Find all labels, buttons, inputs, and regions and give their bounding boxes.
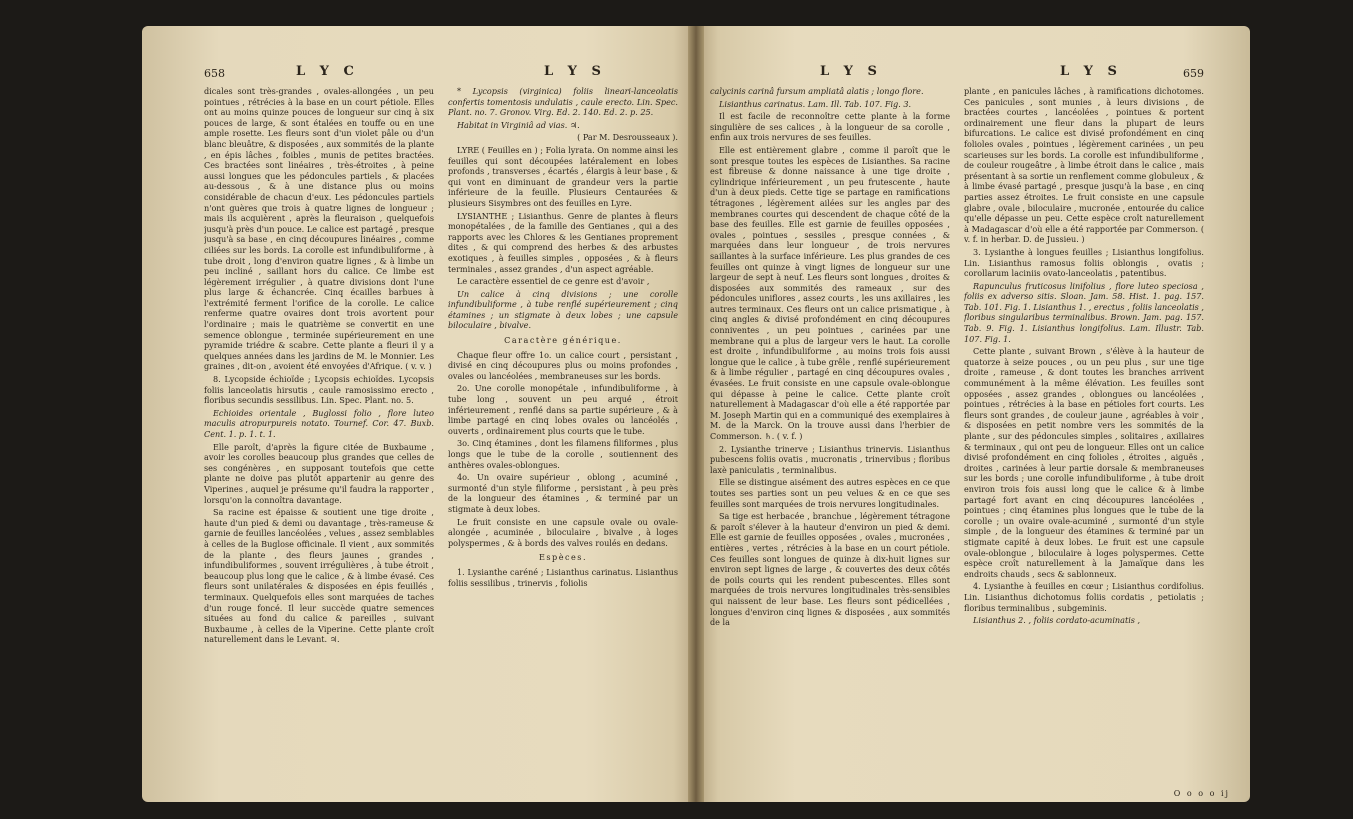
- open-book: [142, 26, 1250, 802]
- paragraph: Elle est entièrement glabre , comme il paroît que le sont presque toutes les espèces de Lisianthes. Sa racine est fibreuse & donne naissance à une tige droite , cylindrique inférieurement , un peu frutescente , haute d'un à deux pieds. Cette tige se partage en ramifications tétragones , légèrement ailées sur les angles par des membranes courtes qui descendent de chaque côté de la base des feuilles. Elle est garnie de feuilles opposées , ovales , pointues , sessiles , presque connées , & marquées dans leur longueur , de trois nervures saillantes à la surface inférieure. Les plus grandes de ces feuilles ont quinze à vingt lignes de longueur sur une largeur de sept à neuf. Les fleurs sont longues , droites & disposées aux sommités des rameaux , sur des pédoncules uniflores , assez courts , les uns axillaires , les autres terminaux. Ces fleurs ont un calice prismatique , à cinq angles & divisé profondément en cinq découpures conniventes , un peu pointues , carinées par une membrane qui a plus de largeur vers le haut. La corolle est droite , infundibuliforme , au moins trois fois aussi longue que le calice , à tube grêle , renflé supérieurement & à limbe régulier , partagé en cinq découpures ovales , évasées. Le fruit consiste en une capsule ovale-oblongue qui dépasse à peine le calice. Cette plante croît naturellement à Madagascar d'où elle a été rapportée par M. Joseph Martin qui en a communiqué des exemplaires à M. de la Marck. On la trouve aussi dans l'herbier de Commerson. ♄. ( v. f. ): [710, 144, 950, 441]
- section-heading: Caractère générique.: [504, 335, 622, 346]
- paragraph: Le caractère essentiel de ce genre est d'avoir ,: [457, 276, 650, 287]
- right-header-text: L Y S: [1060, 64, 1122, 79]
- left-page-number: 658: [204, 67, 225, 80]
- paragraph: Lisianthus 2. , foliis cordato-acuminatis ,: [973, 615, 1141, 626]
- paragraph: 3o. Cinq étamines , dont les filamens filiformes , plus longs que le tube de la corolle , soutiennent des anthères ovales-oblongues.: [448, 438, 678, 470]
- paragraph: 1. Lysianthe caréné ; Lisianthus carinatus. Lisianthus foliis sessilibus , trinervis , foliolis: [448, 566, 678, 588]
- paragraph: Chaque fleur offre 1o. un calice court , persistant , divisé en cinq découpures plus ou moins profondes , ovales ou lancéolées , membraneuses sur les bords.: [448, 349, 678, 381]
- paragraph: Le fruit consiste en une capsule ovale ou ovale-alongée , acuminée , biloculaire , bivalve , à loges polyspermes , & à bords des valves roulés en dedans.: [448, 516, 678, 548]
- paragraph: LYRE ( Feuilles en ) ; Folia lyrata. On nomme ainsi les feuilles qui sont découpées latéralement en lobes profonds , transverses , écartés , élargis à leur base , & qui vont en diminuant de grandeur vers la partie inférieure de la feuille. Plusieurs Centaurées & plusieurs Sisymbres ont des feuilles en Lyre.: [448, 144, 678, 208]
- left-column-1: [204, 86, 434, 792]
- paragraph: Cette plante , suivant Brown , s'élève à la hauteur de quatorze à seize pouces , ou un peu plus , sur une tige droite , rameuse , & dont toutes les branches arrivent communément à la même élévation. Les feuilles sont opposées , assez grandes , oblongues ou lancéolées , pointues , rétrécies à la base en pétioles fort courts. Les fleurs sont grandes , de couleur jaune , agréables à voir , & disposées en petit nombre vers les sommités de la plante , sur des pédoncules simples , solitaires , axillaires & terminaux , qui ont peu de longueur. Elles ont un calice divisé profondément en cinq folioles , étroites , aiguës , droites , carinées à leur partie dorsale & membraneuses sur les bords ; une corolle infundibuliforme , à tube droit environ trois fois aussi long que le calice & à limbe partagé fort avant en cinq découpures lancéolées , pointues ; cinq étamines plus longues que le tube de la corolle ; un ovaire ovale-acuminé , surmonté d'un style simple , de la longueur des étamines & terminé par un stigmate capité à deux lobes. Le fruit est une capsule ovale-oblongue , biloculaire à loges polyspermes. Cette espèce croît naturellement à la Jamaïque dans les endroits chauds , secs & sablonneux.: [964, 346, 1204, 579]
- right-header-left-text: L Y S: [820, 64, 882, 79]
- left-header-right-text: L Y S: [544, 64, 606, 79]
- paragraph: Habitat in Virginiâ ad vias. ♃.: [457, 119, 580, 130]
- paragraph: 2o. Une corolle monopétale , infundibuliforme , à tube long , souvent un peu arqué , étroit inférieurement , renflé dans sa partie supérieure , & à limbe partagé en cinq lobes ovales ou lancéolés , ouverts , ordinairement plus courts que le tube.: [448, 383, 678, 436]
- paragraph: 4. Lysianthe à feuilles en cœur ; Lisianthus cordifolius. Lin. Lisianthus dichotomus foliis cordatis , petiolatis ; floribus terminalibus , subgeminis.: [964, 581, 1204, 613]
- author-credit: ( Par M. Desrousseaux ).: [577, 132, 678, 143]
- paragraph: LYSIANTHE ; Lisianthus. Genre de plantes à fleurs monopétalées , de la famille des Gentianes , qui a des rapports avec les Chlores & les Gentianes proprement dites , & qui comprend des herbes & des arbustes exotiques , à feuilles simples , opposées , & à fleurs terminales , assez grandes , d'un aspect agréable.: [448, 210, 678, 274]
- paragraph: 3. Lysianthe à longues feuilles ; Lisianthus longifolius. Lin. Lisianthus ramosus foliis oblongis , ovatis ; corollarum laciniis ovato-lanceolatis , patentibus.: [964, 246, 1204, 279]
- right-page: [696, 26, 1250, 802]
- paragraph: Rapunculus fruticosus linifolius , flore luteo speciosa , foliis ex adverso sitis. Sloan. Jam. 58. Hist. 1. pag. 157. Tab. 101. Fig. 1. Lisianthus 1. , erectus , foliis lanceolatis , floribus singularibus terminalibus. Brown. Jam. pag. 157. Tab. 9. Fig. 1. Lisianthus longifolius. Lam. Illustr. Tab. 107. Fig. 1.: [964, 280, 1204, 344]
- section-heading: Espèces.: [538, 552, 588, 563]
- left-page: [142, 26, 696, 802]
- right-column-2: [964, 86, 1204, 792]
- paragraph: 2. Lysianthe trinerve ; Lisianthus trinervis. Lisianthus pubescens foliis ovatis , mucronatis , trinervibus ; floribus laxè paniculatis , terminalibus.: [710, 443, 950, 475]
- left-running-head: [204, 64, 678, 86]
- paragraph: Il est facile de reconnoître cette plante à la forme singulière de ses calices , à la longueur de sa corolle , enfin aux trois nervures de ses feuilles.: [710, 111, 950, 143]
- book-gutter: [688, 26, 704, 802]
- right-page-number: 659: [1183, 67, 1204, 80]
- right-column-1: [710, 86, 950, 792]
- paragraph: Un calice à cinq divisions ; une corolle infundibuliforme , à tube renflé supérieurement ; cinq étamines ; un stigmate à deux lobes ; une capsule biloculaire , bivalve.: [448, 288, 678, 331]
- paragraph: calycinis carinâ fursum ampliatâ alatis ; longo flore.: [710, 86, 924, 96]
- left-column-2: [448, 86, 678, 792]
- paragraph: Sa racine est épaisse & soutient une tige droite , haute d'un pied & demi ou davantage , très-rameuse & garnie de feuilles lancéolées , velues , assez semblables à celles de la Buglose officinale. Il vient , aux sommités de la plante , des fleurs jaunes , grandes , infundibuliformes , souvent irrégulières , à tube étroit , beaucoup plus long que le calice , & à limbe évasé. Ces fleurs sont unilatérales & disposées en épis feuillés , terminaux. Quelquefois elles sont marquées de taches d'un rouge foncé. Il leur succède quatre semences situées au fond du calice & pareilles , suivant Buxbaume , à celles de la Viperine. Cette plante croît naturellement dans le Levant. ♃.: [204, 507, 434, 645]
- paragraph: * Lycopsis (virginica) foliis lineari-lanceolatis confertis tomentosis undulatis , caule erecto. Lin. Spec. Plant. no. 7. Gronov. Virg. Ed. 2. 140. Ed. 2. p. 25.: [448, 86, 678, 118]
- right-running-head: [710, 64, 1204, 86]
- left-header-text: L Y C: [296, 64, 359, 79]
- paragraph: 8. Lycopside échioïde ; Lycopsis echioïdes. Lycopsis foliis lanceolatis hirsutis , caule ramosissimo erecto , floribus secundis sessilibus. Lin. Spec. Plant. no. 5.: [204, 374, 434, 406]
- paragraph: Lisianthus carinatus. Lam. Ill. Tab. 107. Fig. 3.: [719, 98, 912, 109]
- paragraph: Elle paroît, d'après la figure citée de Buxbaume , avoir les corolles beaucoup plus grandes que celles de ses congénères , en supposant toutefois que cette plante ne doive pas plutôt appartenir au genre des Viperines , auquel je présume qu'il faudra la rapporter , lorsqu'on la connoîtra davantage.: [204, 441, 434, 505]
- paragraph: Elle se distingue aisément des autres espèces en ce que toutes ses parties sont un peu velues & en ce que ses feuilles sont marquées de trois nervures longitudinales.: [710, 477, 950, 509]
- paragraph: Echioides orientale , Buglossi folio , flore luteo maculis atropurpureis notato. Tournef. Cor. 47. Buxb. Cent. 1. p. 1. t. 1.: [204, 407, 434, 439]
- paragraph: 4o. Un ovaire supérieur , oblong , acuminé , surmonté d'un style filiforme , persistant , à peu près de la longueur des étamines , & terminé par un stigmate à deux lobes.: [448, 472, 678, 514]
- paragraph: dicales sont très-grandes , ovales-allongées , un peu pointues , rétrécies à la base en un court pétiole. Elles ont au moins quinze pouces de longueur sur cinq à six pouces de large, & sont étalées en touffe ou en une ample rosette. Les fleurs sont d'un violet pâle ou d'un blanc bleuâtre, & disposées , aux sommités de la plante , en épis lâches , foibles , munis de petites bractées. Ces bractées sont linéaires , très-étroites , à peine aussi longues que les pédoncules partiels , & placées au-dessous , & à une distance plus ou moins considérable de chacun d'eux. Les pédoncules partiels n'ont guères que trois à quatre lignes de longueur ; mais ils acquièrent , après la fleuraison , quelquefois jusqu'à près d'un pouce. Le calice est partagé , presque jusqu'à sa base , en cinq découpures linéaires , comme ciliées sur les bords. La corolle est infundibuliforme , à tube droit , long d'environ quatre lignes , & à limbe un peu incliné , saillant hors du calice. Ce limbe est légèrement irrégulier , à quatre divisions dont l'une plus large & échancrée. Cinq écailles barbues à l'extrémité ferment l'orifice de la corolle. Le calice renferme quatre ovaires dont trois avortent pour l'ordinaire ; mais le quatrième se convertit en une semence oblongue , terminée supérieurement en une pyramide triédre & scabre. Cette plante a fleuri il y a quelques années dans les jardins de M. le Monnier. Les graines , dit-on , avoient été envoyées d'Afrique. ( v. v. ): [204, 86, 434, 372]
- paragraph: plante , en panicules lâches , à ramifications dichotomes. Ces panicules , sont munies , à leurs divisions , de bractées courtes , lancéolées , pointues & portent ordinairement une fleur dans la plupart de leurs bifurcations. Le calice est divisé profondément en cinq folioles ovales , pointues , légèrement carinées , un peu scarieuses sur les bords. La corolle est infundibuliforme , de couleur rougeâtre , à limbe étroit dans le calice , mais présentant à sa sortie un renflement comme globuleux , & à limbe évasé partagé , presque jusqu'à la base , en cinq parties assez étroites. Le fruit consiste en une capsule glabre , ovale , biloculaire , mucronée , entourée du calice qu'elle dépasse un peu. Cette espèce croît naturellement à Madagascar d'où elle a été rapportée par Commerson. ( v. f. in herbar. D. de Jussieu. ): [964, 86, 1204, 245]
- paragraph: Sa tige est herbacée , branchue , légèrement tétragone & paroît s'élever à la hauteur d'environ un pied & demi. Elle est garnie de feuilles opposées , ovales , mucronées , entières , vertes , rétrécies à la base en un court pétiole. Ces feuilles sont longues de quinze à dix-huit lignes sur environ sept lignes de large , & couvertes des deux côtés de poils courts qui les rendent pubescentes. Elles sont marquées de trois nervures longitudinales très-sensibles qui naissent de leur base. Les fleurs sont pédicellées , longues d'environ cinq lignes & disposées , aux sommités de la: [710, 511, 950, 628]
- signature-mark: O o o o ij: [1173, 789, 1230, 798]
